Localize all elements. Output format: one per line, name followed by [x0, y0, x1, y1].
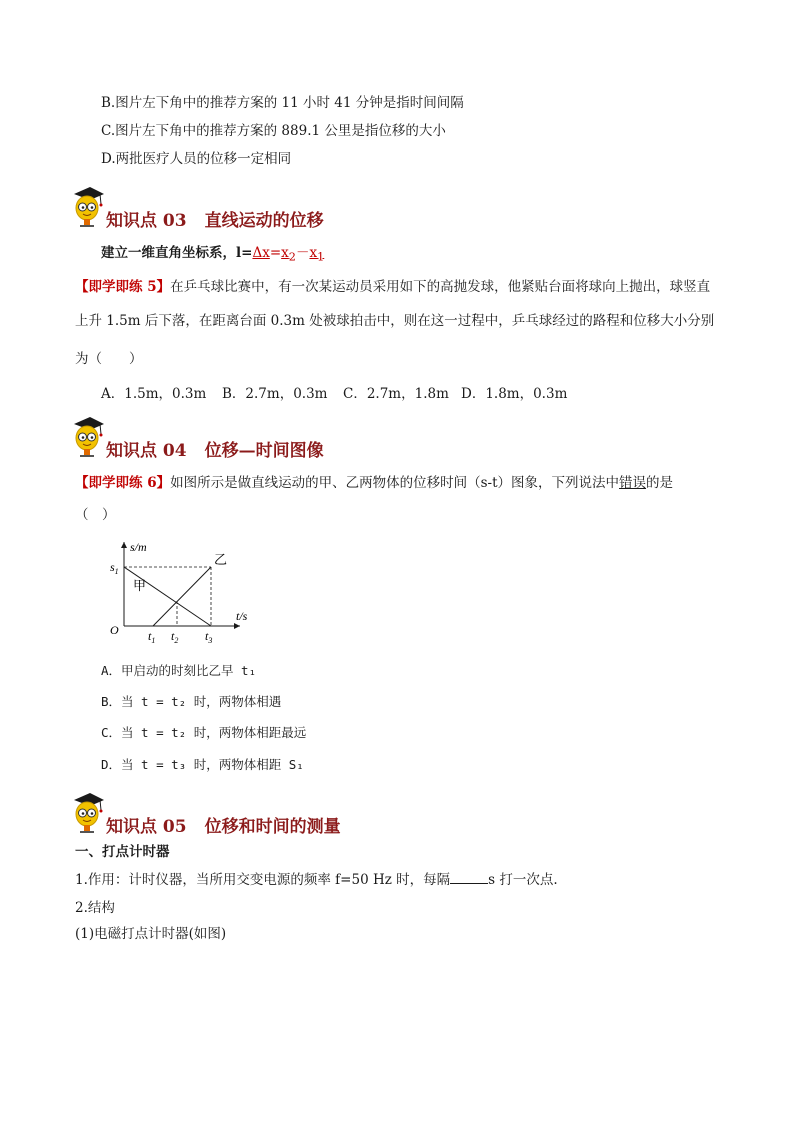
section-03-number: 知识点 03: [106, 211, 187, 231]
item1-text-a: 1.作用：计时仪器，当所用交变电源的频率 f=50 Hz 时，每隔: [75, 872, 451, 888]
section-05-name: 位移和时间的测量: [204, 817, 341, 837]
exercise5-tag: 【即学即练 5】: [75, 279, 171, 295]
fill-in-blank: [450, 871, 488, 884]
yi-line: [153, 567, 211, 626]
jia-label: 甲: [133, 579, 147, 594]
exercise6-line2: （ ）: [75, 507, 116, 523]
section5-heading: 一、打点计时器: [75, 844, 170, 860]
exercise5-line3: 为（ ）: [75, 351, 143, 367]
section-04-name: 位移—时间图像: [204, 441, 324, 461]
origin-label: O: [110, 623, 119, 637]
formula-x1-sub: 1: [317, 250, 325, 264]
formula-x2: x: [281, 245, 289, 261]
exercise5-option-d: D．1.8m，0.3m: [461, 386, 568, 402]
section-04-number: 知识点 04: [106, 441, 187, 461]
option-b: B.图片左下角中的推荐方案的 11 小时 41 分钟是指时间间隔: [101, 95, 464, 111]
formula-dx: Δx: [252, 245, 270, 261]
formula-x1: x: [309, 245, 318, 261]
section-05-number: 知识点 05: [106, 817, 187, 837]
exercise6-underlined: 错误: [619, 475, 647, 491]
exercise6-line1: [75, 474, 673, 492]
item1-text-b: s 打一次点.: [488, 872, 558, 888]
formula-eq: =: [269, 245, 282, 261]
mascot-graduate-icon: [70, 414, 104, 458]
exercise6-text1a: 如图所示是做直线运动的甲、乙两物体的位移时间（s-t）图象，下列说法中: [170, 475, 620, 491]
s1-label: $s_1$: [110, 560, 119, 576]
exercise6-tag: 【即学即练 6】: [75, 475, 171, 491]
mascot-graduate-icon: [70, 790, 104, 834]
exercise6-text1b: 的是: [646, 475, 674, 491]
section-03-name: 直线运动的位移: [204, 211, 324, 231]
section5-item1: [75, 871, 558, 889]
t2-label: $t_2$: [171, 629, 179, 644]
section-04-title: [106, 436, 324, 461]
yi-label: 乙: [214, 553, 228, 568]
mascot-graduate-icon: [70, 184, 104, 228]
option-c: C.图片左下角中的推荐方案的 889.1 公里是指位移的大小: [101, 123, 446, 139]
formula-prefix: 建立一维直角坐标系，l=: [101, 245, 253, 261]
exercise5-line1: [75, 278, 710, 296]
exercise5-option-a: A．1.5m，0.3m: [101, 386, 207, 402]
section-05-title: [106, 812, 341, 837]
formula-x2-sub: 2: [288, 250, 296, 264]
option-d: D.两批医疗人员的位移一定相同: [101, 151, 292, 167]
section-03-title: [106, 206, 324, 231]
formula-line: [101, 244, 324, 267]
jia-line: [124, 567, 211, 626]
exercise5-line2: 上升 1.5m 后下落，在距离台面 0.3m 处被球拍击中，则在这一过程中，乒乓球经过的路程和位移大小分别: [75, 313, 715, 329]
section5-item2-sub: (1)电磁打点计时器(如图): [75, 926, 227, 942]
t1-label: $t_1$: [148, 629, 156, 644]
formula-minus: －: [295, 245, 310, 261]
x-axis-label: t/s: [236, 609, 248, 623]
exercise6-option-d: D．当 t = t₃ 时，两物体相距 S₁: [101, 757, 304, 772]
exercise6-option-a: A．甲启动的时刻比乙早 t₁: [101, 663, 257, 678]
y-axis-label: s/m: [130, 540, 147, 554]
section5-item2: 2.结构: [75, 900, 115, 916]
st-graph: [104, 534, 264, 644]
exercise5-option-b: B．2.7m，0.3m: [222, 386, 328, 402]
exercise5-text1: 在乒乓球比赛中，有一次某运动员采用如下的高抛发球，他紧贴台面将球向上抛出，球竖直: [170, 279, 711, 295]
exercise5-option-c: C．2.7m，1.8m: [343, 386, 449, 402]
exercise6-option-b: B．当 t = t₂ 时，两物体相遇: [101, 694, 282, 709]
exercise6-option-c: C．当 t = t₂ 时，两物体相距最远: [101, 725, 307, 740]
t3-label: $t_3$: [205, 629, 213, 644]
